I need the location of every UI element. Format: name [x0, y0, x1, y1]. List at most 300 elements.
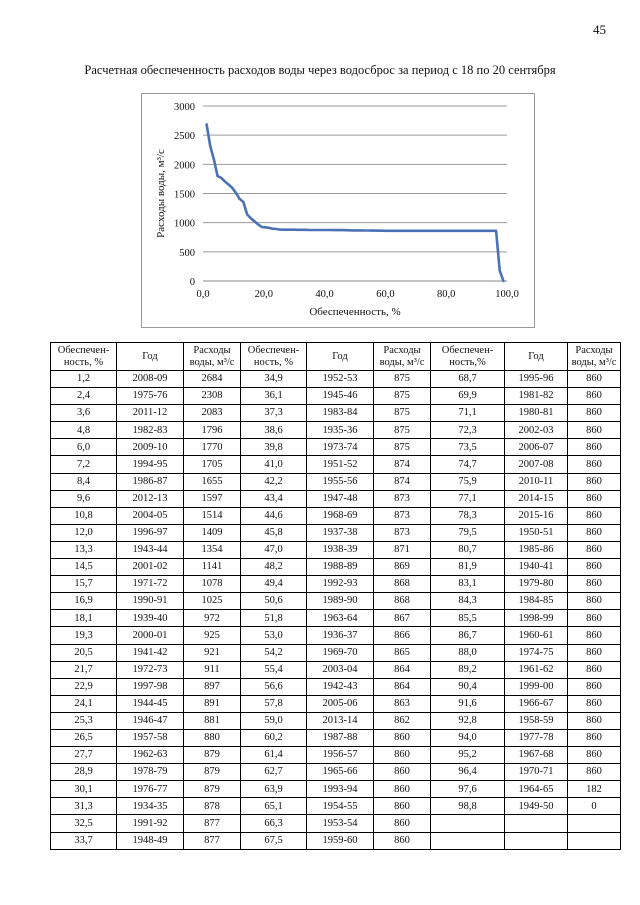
table-cell: 31,3	[51, 798, 117, 815]
table-cell: 911	[184, 661, 241, 678]
table-cell: 67,5	[241, 832, 307, 849]
table-cell: 881	[184, 712, 241, 729]
table-cell: 63,9	[241, 781, 307, 798]
table-cell: 98,8	[431, 798, 505, 815]
table-row	[51, 764, 621, 781]
table-cell: 24,1	[51, 695, 117, 712]
table-cell: 1770	[184, 439, 241, 456]
table-cell: 862	[374, 712, 431, 729]
table-cell: 2008-09	[117, 371, 184, 388]
table-cell: 1597	[184, 490, 241, 507]
table-cell: 27,7	[51, 747, 117, 764]
table-cell: 15,7	[51, 576, 117, 593]
table-cell: 28,9	[51, 764, 117, 781]
table-cell: 860	[568, 661, 621, 678]
table-cell: 21,7	[51, 661, 117, 678]
table-cell: 81,9	[431, 559, 505, 576]
table-cell: 860	[568, 524, 621, 541]
table-cell: 92,8	[431, 712, 505, 729]
table-cell	[431, 832, 505, 849]
table-cell: 10,8	[51, 507, 117, 524]
table-row	[51, 798, 621, 815]
table-cell: 1994-95	[117, 456, 184, 473]
table-cell: 69,9	[431, 388, 505, 405]
table-cell: 8,4	[51, 473, 117, 490]
table-cell: 860	[568, 490, 621, 507]
table-row	[51, 524, 621, 541]
y-axis-label: Расходы воды, м³/с	[155, 149, 167, 238]
table-cell: 1973-74	[307, 439, 374, 456]
y-tick-label: 1000	[174, 218, 195, 230]
table-cell: 22,9	[51, 678, 117, 695]
table-cell: 48,2	[241, 559, 307, 576]
table-cell: 1954-55	[307, 798, 374, 815]
table-cell: 860	[568, 456, 621, 473]
table-cell: 54,2	[241, 644, 307, 661]
table-cell: 1964-65	[505, 781, 568, 798]
table-cell: 1957-58	[117, 729, 184, 746]
table-cell: 860	[568, 388, 621, 405]
page-number: 45	[593, 22, 606, 37]
table-cell: 860	[568, 405, 621, 422]
table-cell: 77,1	[431, 490, 505, 507]
table-row	[51, 473, 621, 490]
y-tick-label: 3000	[174, 102, 195, 113]
table-cell: 86,7	[431, 627, 505, 644]
table-cell: 1991-92	[117, 815, 184, 832]
table-cell: 1989-90	[307, 593, 374, 610]
table-cell: 78,3	[431, 507, 505, 524]
table-cell: 1978-79	[117, 764, 184, 781]
table-cell: 90,4	[431, 678, 505, 695]
table-cell: 860	[568, 422, 621, 439]
table-cell: 88,0	[431, 644, 505, 661]
table-cell: 860	[568, 695, 621, 712]
table-cell: 875	[374, 388, 431, 405]
table-row	[51, 712, 621, 729]
table-cell: 1945-46	[307, 388, 374, 405]
table-cell: 864	[374, 678, 431, 695]
table-row	[51, 747, 621, 764]
table-cell: 1955-56	[307, 473, 374, 490]
table-cell: 877	[184, 815, 241, 832]
table-cell: 860	[568, 541, 621, 558]
table-cell: 1972-73	[117, 661, 184, 678]
table-cell: 97,6	[431, 781, 505, 798]
table-cell: 12,0	[51, 524, 117, 541]
table-cell: 2,4	[51, 388, 117, 405]
table-cell: 33,7	[51, 832, 117, 849]
y-tick-label: 2000	[174, 160, 195, 172]
table-cell: 50,6	[241, 593, 307, 610]
table-cell: 874	[374, 473, 431, 490]
table-cell: 1969-70	[307, 644, 374, 661]
table-cell: 66,3	[241, 815, 307, 832]
column-header: Расходы воды, м³/с	[184, 343, 241, 371]
table-cell: 1987-88	[307, 729, 374, 746]
table-cell: 1949-50	[505, 798, 568, 815]
chart-svg	[142, 94, 534, 327]
table-cell: 873	[374, 524, 431, 541]
table-cell: 1935-36	[307, 422, 374, 439]
table-cell: 2012-13	[117, 490, 184, 507]
table-row	[51, 422, 621, 439]
table-cell	[505, 832, 568, 849]
table-cell: 0	[568, 798, 621, 815]
table-cell: 860	[374, 781, 431, 798]
table-header-row	[51, 343, 621, 371]
table-cell: 39,8	[241, 439, 307, 456]
table-cell: 1941-42	[117, 644, 184, 661]
table-cell: 94,0	[431, 729, 505, 746]
table-cell: 1977-78	[505, 729, 568, 746]
table-row	[51, 490, 621, 507]
table-cell: 860	[568, 644, 621, 661]
table-cell: 1993-94	[307, 781, 374, 798]
table-cell: 1983-84	[307, 405, 374, 422]
table-cell: 1970-71	[505, 764, 568, 781]
table-cell: 1939-40	[117, 610, 184, 627]
table-row	[51, 661, 621, 678]
table-cell: 1998-99	[505, 610, 568, 627]
table-cell: 1974-75	[505, 644, 568, 661]
table-cell: 9,6	[51, 490, 117, 507]
column-header: Расходы воды, м³/с	[374, 343, 431, 371]
series-line	[207, 124, 504, 281]
page-title: Расчетная обеспеченность расходов воды через водосброс за период с 18 по 20 сентября	[84, 63, 556, 77]
table-row	[51, 405, 621, 422]
table-cell: 877	[184, 832, 241, 849]
table-cell: 1997-98	[117, 678, 184, 695]
table-cell: 1943-44	[117, 541, 184, 558]
table-cell: 34,9	[241, 371, 307, 388]
x-tick-label: 0,0	[196, 289, 210, 300]
table-cell: 1971-72	[117, 576, 184, 593]
table-row	[51, 593, 621, 610]
table-cell: 1934-35	[117, 798, 184, 815]
column-header: Обеспечен-ность,%	[431, 343, 505, 371]
table-cell: 879	[184, 747, 241, 764]
table-cell: 4,8	[51, 422, 117, 439]
table-cell: 864	[374, 661, 431, 678]
table-cell: 44,6	[241, 507, 307, 524]
table-cell: 2009-10	[117, 439, 184, 456]
table-cell: 57,8	[241, 695, 307, 712]
table-cell: 1947-48	[307, 490, 374, 507]
table-cell: 83,1	[431, 576, 505, 593]
table-cell: 1937-38	[307, 524, 374, 541]
table-cell: 1796	[184, 422, 241, 439]
table-cell: 30,1	[51, 781, 117, 798]
table-cell: 873	[374, 507, 431, 524]
table-cell: 868	[374, 593, 431, 610]
table-cell: 41,0	[241, 456, 307, 473]
table-cell: 2308	[184, 388, 241, 405]
table-cell: 2083	[184, 405, 241, 422]
table-cell: 1940-41	[505, 559, 568, 576]
x-tick-label: 100,0	[495, 289, 519, 300]
table-cell: 1958-59	[505, 712, 568, 729]
table-cell: 1965-66	[307, 764, 374, 781]
table-row	[51, 729, 621, 746]
table-cell: 95,2	[431, 747, 505, 764]
table-cell: 60,2	[241, 729, 307, 746]
column-header: Обеспечен-ность, %	[241, 343, 307, 371]
table-row	[51, 815, 621, 832]
table-cell: 72,3	[431, 422, 505, 439]
table-cell: 868	[374, 576, 431, 593]
table-cell: 2684	[184, 371, 241, 388]
table-cell: 91,6	[431, 695, 505, 712]
table-cell: 3,6	[51, 405, 117, 422]
table-cell: 2005-06	[307, 695, 374, 712]
table-cell: 860	[568, 678, 621, 695]
table-cell: 84,3	[431, 593, 505, 610]
table-cell: 79,5	[431, 524, 505, 541]
table-cell: 1655	[184, 473, 241, 490]
table-cell: 2002-03	[505, 422, 568, 439]
table-cell: 1409	[184, 524, 241, 541]
table-cell: 860	[374, 747, 431, 764]
table-cell: 860	[568, 764, 621, 781]
table-cell: 897	[184, 678, 241, 695]
x-tick-label: 20,0	[254, 289, 273, 300]
table-cell: 43,4	[241, 490, 307, 507]
table-cell: 16,9	[51, 593, 117, 610]
table-row	[51, 541, 621, 558]
x-tick-label: 80,0	[437, 289, 456, 300]
table-cell: 860	[374, 798, 431, 815]
table-cell: 860	[568, 712, 621, 729]
table-cell: 1514	[184, 507, 241, 524]
table-row	[51, 781, 621, 798]
table-cell: 26,5	[51, 729, 117, 746]
table-cell: 860	[568, 747, 621, 764]
table-cell: 65,1	[241, 798, 307, 815]
y-tick-label: 0	[189, 277, 195, 288]
table-cell: 1981-82	[505, 388, 568, 405]
table-cell: 1976-77	[117, 781, 184, 798]
table-row	[51, 610, 621, 627]
table-cell: 19,3	[51, 627, 117, 644]
table-cell: 62,7	[241, 764, 307, 781]
table-cell	[568, 815, 621, 832]
table-cell: 860	[568, 576, 621, 593]
table-cell: 875	[374, 371, 431, 388]
table-cell: 42,2	[241, 473, 307, 490]
table-cell: 68,7	[431, 371, 505, 388]
table-cell: 1963-64	[307, 610, 374, 627]
table-cell: 860	[568, 439, 621, 456]
table-cell	[505, 815, 568, 832]
chart-area	[141, 93, 535, 328]
table-cell: 1959-60	[307, 832, 374, 849]
table-cell: 860	[568, 559, 621, 576]
table-cell: 1950-51	[505, 524, 568, 541]
table-cell: 875	[374, 422, 431, 439]
table-cell: 2011-12	[117, 405, 184, 422]
table-cell: 2015-16	[505, 507, 568, 524]
table-cell: 2001-02	[117, 559, 184, 576]
table-cell: 867	[374, 610, 431, 627]
y-tick-label: 2500	[174, 131, 195, 143]
table-cell: 2000-01	[117, 627, 184, 644]
table-cell: 1986-87	[117, 473, 184, 490]
table-cell: 80,7	[431, 541, 505, 558]
table-row	[51, 456, 621, 473]
table-cell: 879	[184, 781, 241, 798]
table-cell	[431, 815, 505, 832]
table-cell: 866	[374, 627, 431, 644]
table-cell: 860	[374, 815, 431, 832]
table-cell: 860	[568, 473, 621, 490]
table-row	[51, 832, 621, 849]
table-cell: 20,5	[51, 644, 117, 661]
table-row	[51, 576, 621, 593]
table-cell: 860	[374, 729, 431, 746]
table-cell: 1962-63	[117, 747, 184, 764]
table-cell: 1956-57	[307, 747, 374, 764]
table-cell: 1960-61	[505, 627, 568, 644]
table-cell: 1995-96	[505, 371, 568, 388]
table-cell: 36,1	[241, 388, 307, 405]
data-table	[50, 342, 621, 850]
table-cell: 865	[374, 644, 431, 661]
table-cell: 880	[184, 729, 241, 746]
table-cell: 1996-97	[117, 524, 184, 541]
table-cell: 38,6	[241, 422, 307, 439]
table-cell: 860	[568, 627, 621, 644]
table-cell: 1982-83	[117, 422, 184, 439]
table-cell: 2006-07	[505, 439, 568, 456]
table-cell: 1992-93	[307, 576, 374, 593]
table-cell: 55,4	[241, 661, 307, 678]
table-cell: 2007-08	[505, 456, 568, 473]
table-cell: 925	[184, 627, 241, 644]
table-row	[51, 507, 621, 524]
table-cell: 860	[568, 371, 621, 388]
table-cell: 96,4	[431, 764, 505, 781]
table-cell: 2014-15	[505, 490, 568, 507]
x-tick-label: 40,0	[315, 289, 334, 300]
table-cell: 1938-39	[307, 541, 374, 558]
table-cell: 860	[374, 832, 431, 849]
table-cell: 863	[374, 695, 431, 712]
table-cell: 1961-62	[505, 661, 568, 678]
table-cell: 860	[568, 593, 621, 610]
table-cell: 1988-89	[307, 559, 374, 576]
table-cell: 874	[374, 456, 431, 473]
table-cell: 869	[374, 559, 431, 576]
table-cell: 1975-76	[117, 388, 184, 405]
table-cell: 873	[374, 490, 431, 507]
table-cell: 51,8	[241, 610, 307, 627]
table-cell: 860	[568, 729, 621, 746]
y-tick-label: 500	[179, 247, 195, 259]
table-cell: 56,6	[241, 678, 307, 695]
table-cell: 2003-04	[307, 661, 374, 678]
table-cell: 75,9	[431, 473, 505, 490]
column-header: Обеспечен-ность, %	[51, 343, 117, 371]
table-cell: 73,5	[431, 439, 505, 456]
table-cell: 1944-45	[117, 695, 184, 712]
table-cell: 1141	[184, 559, 241, 576]
table-cell: 182	[568, 781, 621, 798]
table-cell: 2013-14	[307, 712, 374, 729]
y-tick-label: 1500	[174, 189, 195, 201]
table-row	[51, 439, 621, 456]
table-cell: 1968-69	[307, 507, 374, 524]
table-cell	[568, 832, 621, 849]
table-cell: 49,4	[241, 576, 307, 593]
table-cell: 1979-80	[505, 576, 568, 593]
table-cell: 45,8	[241, 524, 307, 541]
table-cell: 1984-85	[505, 593, 568, 610]
column-header: Расходы воды, м³/с	[568, 343, 621, 371]
table-cell: 7,2	[51, 456, 117, 473]
table-row	[51, 627, 621, 644]
table-cell: 860	[568, 610, 621, 627]
table-cell: 1078	[184, 576, 241, 593]
table-cell: 871	[374, 541, 431, 558]
table-cell: 879	[184, 764, 241, 781]
table-row	[51, 388, 621, 405]
table-cell: 1,2	[51, 371, 117, 388]
table-cell: 32,5	[51, 815, 117, 832]
table-cell: 1967-68	[505, 747, 568, 764]
table-cell: 1966-67	[505, 695, 568, 712]
table-row	[51, 678, 621, 695]
table-cell: 1985-86	[505, 541, 568, 558]
table-cell: 1946-47	[117, 712, 184, 729]
table-cell: 1990-91	[117, 593, 184, 610]
table-cell: 972	[184, 610, 241, 627]
table-cell: 1025	[184, 593, 241, 610]
column-header: Год	[117, 343, 184, 371]
column-header: Год	[505, 343, 568, 371]
table-cell: 1999-00	[505, 678, 568, 695]
table-cell: 921	[184, 644, 241, 661]
table-cell: 14,5	[51, 559, 117, 576]
table-cell: 1936-37	[307, 627, 374, 644]
table-cell: 2004-05	[117, 507, 184, 524]
table-cell: 1705	[184, 456, 241, 473]
table-cell: 1980-81	[505, 405, 568, 422]
x-tick-label: 60,0	[376, 289, 395, 300]
table-cell: 25,3	[51, 712, 117, 729]
table-cell: 89,2	[431, 661, 505, 678]
table-cell: 878	[184, 798, 241, 815]
table-cell: 71,1	[431, 405, 505, 422]
table-cell: 875	[374, 405, 431, 422]
table-cell: 1942-43	[307, 678, 374, 695]
table-cell: 860	[568, 507, 621, 524]
table-cell: 2010-11	[505, 473, 568, 490]
table-row	[51, 695, 621, 712]
table-cell: 61,4	[241, 747, 307, 764]
table-cell: 74,7	[431, 456, 505, 473]
table-cell: 59,0	[241, 712, 307, 729]
table-cell: 875	[374, 439, 431, 456]
table-row	[51, 559, 621, 576]
table-cell: 1951-52	[307, 456, 374, 473]
table-row	[51, 644, 621, 661]
table-cell: 85,5	[431, 610, 505, 627]
table-cell: 18,1	[51, 610, 117, 627]
table-cell: 1948-49	[117, 832, 184, 849]
table-cell: 37,3	[241, 405, 307, 422]
table-cell: 47,0	[241, 541, 307, 558]
